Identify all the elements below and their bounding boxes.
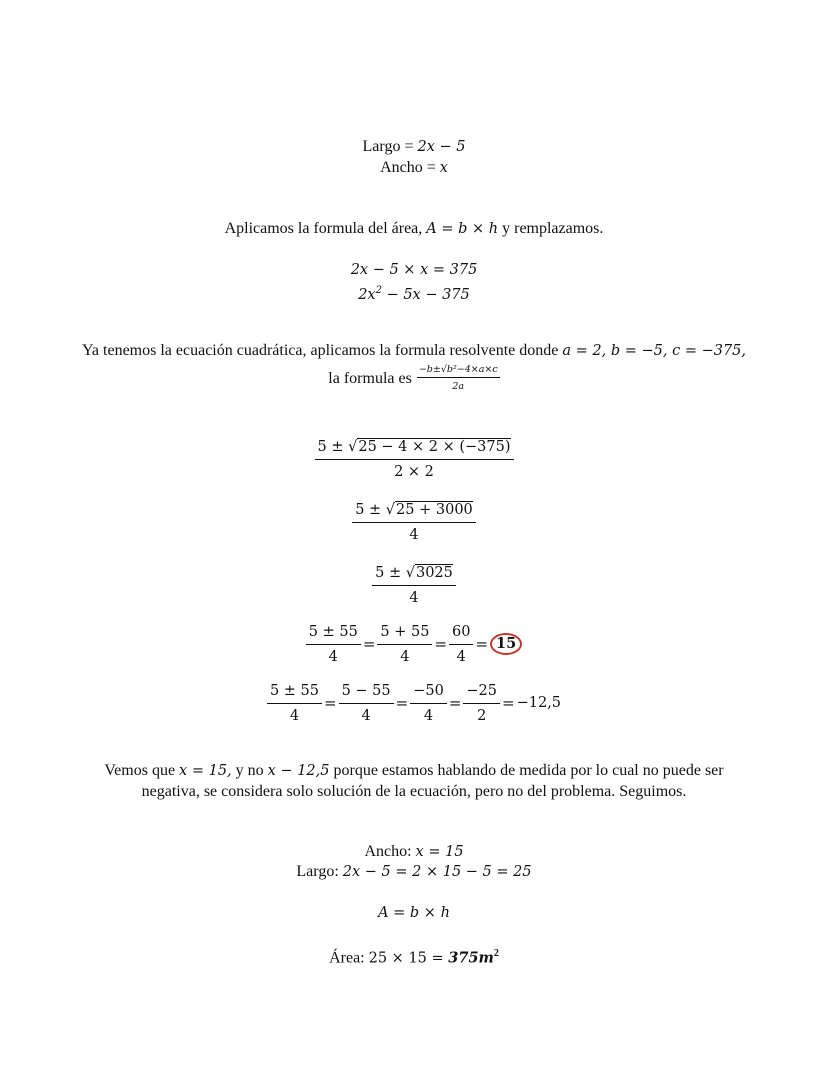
largo-expression: 2x − 5 xyxy=(417,139,466,155)
equation-2-term: 2x xyxy=(358,286,376,303)
step-4-fraction-1-denominator: 4 xyxy=(328,648,338,665)
step-5-fraction-3-denominator: 4 xyxy=(423,707,434,724)
step-5-fraction-2 xyxy=(339,681,394,726)
step-5-fraction-1-denominator: 4 xyxy=(289,707,300,724)
ancho-definition xyxy=(0,158,828,178)
equals-sign: = xyxy=(502,694,515,712)
step-4-fraction-3-numerator: 60 xyxy=(449,622,473,645)
conclusion-math-1: x = 15, xyxy=(179,763,232,779)
final-largo-label: Largo: xyxy=(296,863,339,880)
conclusion-text-b: y no xyxy=(235,762,264,779)
step-2-radicand: 25 + 3000 xyxy=(396,501,473,518)
step-1-denominator: 2 × 2 xyxy=(394,463,434,480)
step-4-fraction-3 xyxy=(449,622,473,667)
equals-sign: = xyxy=(362,635,376,653)
equals-sign: = xyxy=(395,694,409,712)
step-5-fraction-4 xyxy=(463,681,500,726)
equals-sign: = xyxy=(434,635,448,653)
step-3-denominator: 4 xyxy=(409,589,419,606)
step-1-prefix: 5 ± xyxy=(317,438,349,455)
conclusion-line2: negativa, se considera solo solución de la ecuación, pero no del problema. Seguimos. xyxy=(141,783,687,800)
step-2-fraction xyxy=(352,500,476,545)
step-5-fraction-2-denominator: 4 xyxy=(361,707,371,724)
sqrt-symbol: √ xyxy=(405,564,415,581)
final-ancho-expression: x = 15 xyxy=(415,844,464,860)
step-4-fraction-3-denominator: 4 xyxy=(456,648,466,665)
conclusion-math-2: x − 12,5 xyxy=(267,763,330,779)
step-4-fraction-1-numerator: 5 ± 55 xyxy=(306,622,361,645)
largo-label: Largo = xyxy=(362,138,414,155)
quadratic-formula-denominator: 2a xyxy=(452,380,465,392)
step-5-fraction-4-numerator: −25 xyxy=(463,681,500,704)
final-area-result: 375m xyxy=(448,949,494,967)
coefficient-values: a = 2, b = −5, c = −375, xyxy=(562,343,747,359)
step-2-prefix: 5 ± xyxy=(355,501,386,518)
step-2 xyxy=(0,499,828,545)
quadratic-intro-line1 xyxy=(0,341,828,361)
quadratic-formula-numerator: −b±√b²−4×a×c xyxy=(417,364,500,378)
final-ancho xyxy=(0,842,828,862)
step-4-fraction-1 xyxy=(306,622,361,667)
step-5 xyxy=(0,680,828,726)
conclusion-text-c: porque estamos hablando de medida por lo cual no puede ser xyxy=(333,762,724,779)
equation-2-exponent: 2 xyxy=(375,285,382,296)
step-3-prefix: 5 ± xyxy=(375,564,406,581)
sqrt-symbol: √ xyxy=(348,438,358,455)
step-5-fraction-1-numerator: 5 ± 55 xyxy=(267,681,322,704)
step-2-numerator xyxy=(352,500,476,523)
formula-label: la formula es xyxy=(328,370,412,387)
quadratic-intro-text: Ya tenemos la ecuación cuadrática, aplicamos la formula resolvente donde xyxy=(81,342,559,359)
step-3-fraction xyxy=(372,563,456,608)
final-area xyxy=(0,944,828,968)
quadratic-intro-line2 xyxy=(0,362,828,396)
step-4-fraction-2-denominator: 4 xyxy=(400,648,410,665)
step-5-fraction-2-numerator: 5 − 55 xyxy=(339,681,394,704)
ancho-expression: x xyxy=(439,160,448,176)
final-area-label: Área: xyxy=(329,949,365,967)
circled-result: 15 xyxy=(490,633,522,655)
ancho-label: Ancho = xyxy=(380,159,436,176)
final-area-expression: 25 × 15 = xyxy=(368,950,449,967)
step-5-fraction-3-numerator: −50 xyxy=(410,681,447,704)
final-area-exponent: 2 xyxy=(493,948,499,959)
equation-1: 2x − 5 × x = 375 xyxy=(350,262,478,278)
step-5-result: −12,5 xyxy=(516,695,562,711)
final-largo-expression: 2x − 5 = 2 × 15 − 5 = 25 xyxy=(342,864,532,880)
step-4-fraction-2 xyxy=(377,622,432,667)
step-1-radicand: 25 − 4 × 2 × (−375) xyxy=(358,438,511,455)
step-3-radicand: 3025 xyxy=(415,564,453,581)
step-4 xyxy=(0,621,828,667)
step-1-numerator xyxy=(315,437,514,460)
final-ancho-label: Ancho: xyxy=(364,843,412,860)
final-area-formula: A = b × h xyxy=(378,905,450,921)
final-largo xyxy=(0,862,828,882)
step-5-fraction-4-denominator: 2 xyxy=(477,707,487,724)
area-formula: A = b × h xyxy=(426,221,499,237)
area-intro-text: Aplicamos la formula del área, xyxy=(224,220,423,237)
step-3 xyxy=(0,562,828,608)
conclusion-line1 xyxy=(0,761,828,781)
step-1-fraction xyxy=(315,437,514,482)
equation-2 xyxy=(0,281,828,305)
equals-sign: = xyxy=(475,635,489,653)
step-5-fraction-1 xyxy=(267,681,322,726)
step-2-denominator: 4 xyxy=(409,526,419,543)
area-intro-line xyxy=(0,219,828,239)
sqrt-symbol: √ xyxy=(385,501,396,518)
area-intro-text-end: y remplazamos. xyxy=(502,220,604,237)
step-3-numerator xyxy=(372,563,456,586)
equals-sign: = xyxy=(448,694,462,712)
quadratic-formula xyxy=(417,364,500,393)
conclusion-text-a: Vemos que xyxy=(104,762,176,779)
equation-2-rest: − 5x − 375 xyxy=(381,286,470,303)
step-4-fraction-2-numerator: 5 + 55 xyxy=(377,622,432,645)
equals-sign: = xyxy=(324,694,337,712)
step-1 xyxy=(0,436,828,482)
largo-definition xyxy=(0,137,828,157)
step-5-fraction-3 xyxy=(410,681,447,726)
